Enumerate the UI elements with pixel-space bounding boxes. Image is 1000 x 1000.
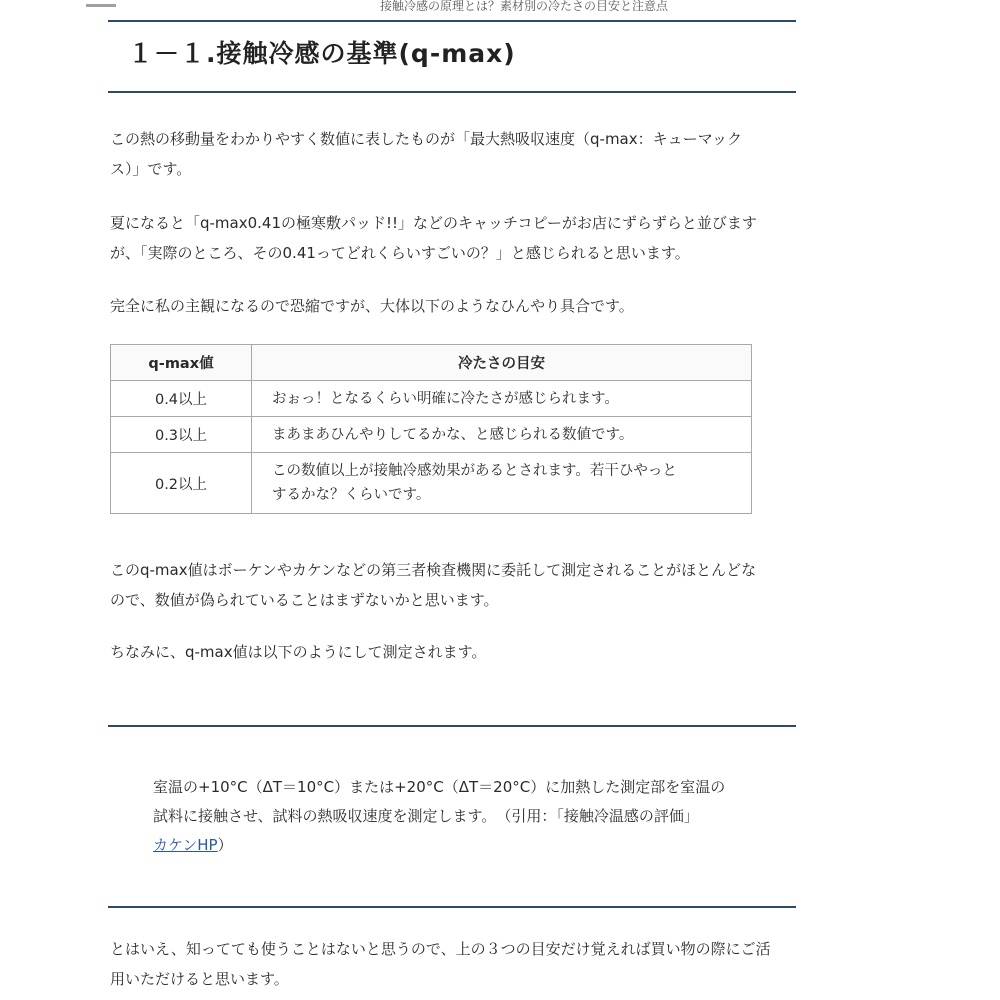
table-row xyxy=(111,381,752,417)
desc-line: この数値以上が接触冷感効果があるとされます。若干ひやっと xyxy=(272,463,677,479)
table-row xyxy=(111,453,752,514)
paragraph-measurement-intro: ちなみに、q-max値は以下のようにして測定されます。 xyxy=(110,643,487,661)
text-line: このq-max値はボーケンやカケンなどの第三者検査機関に委託して測定されることがほとんどな xyxy=(110,561,757,579)
text-line: この熱の移動量をわかりやすく数値に表したものが「最大熱吸収速度（q-max：キューマック xyxy=(110,130,743,148)
text-line: ので、数値が偽られていることはまずないかと思います。 xyxy=(110,591,499,609)
qmax-value: 0.4以上 xyxy=(111,381,252,417)
quote-line: 試料に接触させ、試料の熱吸収速度を測定します。 （引用：「接触冷温感の評価」 xyxy=(153,807,699,825)
quote-line xyxy=(153,831,773,860)
text-line: ス）」です。 xyxy=(110,160,192,178)
paragraph-conclusion xyxy=(110,934,795,994)
kaken-hp-link[interactable]: カケンHP xyxy=(153,836,218,854)
paragraph-qmax-definition xyxy=(110,124,795,184)
text-line: 用いただけると思います。 xyxy=(110,970,289,988)
title-rule xyxy=(108,91,796,93)
quote-top-rule xyxy=(108,725,796,727)
desc-line: おぉっ！となるくらい明確に冷たさが感じられます。 xyxy=(272,390,619,407)
paragraph-catchcopy xyxy=(110,208,795,268)
running-header: 接触冷感の原理とは？素材別の冷たさの目安と注意点 xyxy=(380,0,669,11)
coolness-desc xyxy=(252,453,752,514)
quote-line: 室温の+10°C（ΔT＝10°C）または+20°C（ΔT＝20°C）に加熱した測定部を室温の xyxy=(153,778,726,796)
corner-mark xyxy=(86,4,116,7)
header-qmax: q-max値 xyxy=(111,345,252,381)
measurement-quote xyxy=(153,773,773,860)
paragraph-third-party xyxy=(110,555,795,615)
qmax-table xyxy=(110,344,752,514)
quote-bottom-rule xyxy=(108,906,796,908)
section-title: １－１.接触冷感の基準(q-max) xyxy=(128,39,516,68)
paragraph-subjective: 完全に私の主観になるので恐縮ですが、大体以下のようなひんやり具合です。 xyxy=(110,297,634,315)
table-row xyxy=(111,417,752,453)
desc-line: まあまあひんやりしてるかな、と感じられる数値です。 xyxy=(272,426,634,443)
text-line: 夏になると「q-max0.41の極寒敷パッド!!」などのキャッチコピーがお店にずらずらと並びます xyxy=(110,214,757,232)
quote-close: ） xyxy=(217,836,233,854)
header-rule xyxy=(108,20,796,22)
qmax-value: 0.2以上 xyxy=(111,453,252,514)
coolness-desc xyxy=(252,381,752,417)
qmax-value: 0.3以上 xyxy=(111,417,252,453)
table-header-row xyxy=(111,345,752,381)
desc-line: するかな？くらいです。 xyxy=(272,487,431,503)
header-coolness: 冷たさの目安 xyxy=(252,345,752,381)
coolness-desc xyxy=(252,417,752,453)
text-line: が、「実際のところ、その0.41ってどれくらいすごいの？」と感じられると思います。 xyxy=(110,244,690,262)
text-line: とはいえ、知ってても使うことはないと思うので、上の３つの目安だけ覚えれば買い物の際にご活 xyxy=(110,940,771,958)
